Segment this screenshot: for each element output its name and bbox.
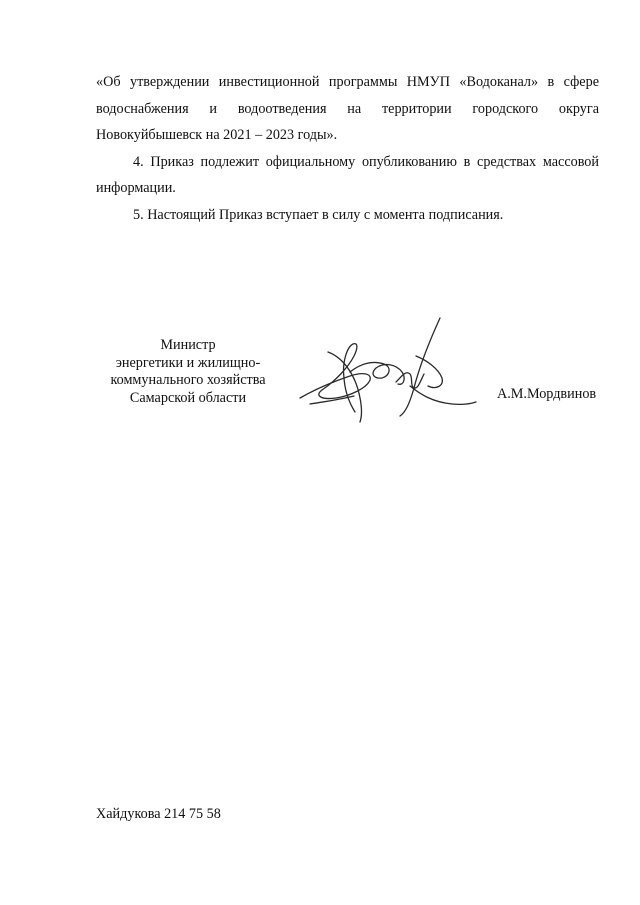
position-line-2: энергетики и жилищно- [115,354,261,371]
paragraph-program-title: «Об утверждении инвестиционной программы НМУП «Водоканал» в сфере водоснабжения и водоотведения на территории городского округа Новокуйбышевск на 2021 – 2023 годы». [96,74,599,143]
executor-contact: Хайдукова 214 75 58 [96,806,221,822]
signatory-position [88,337,288,407]
position-line-4: Самарской области [129,389,247,406]
handwritten-signature-icon [292,316,484,424]
signer-name: А.М.Мордвинов [497,386,597,402]
paragraph-publication: 4. Приказ подлежит официальному опубликованию в средствах массовой информации. [96,153,599,196]
position-line-3: коммунального хозяйства [110,372,266,388]
position-line-1: Министр [160,337,216,353]
document-body [96,69,599,228]
paragraph-effective-date: 5. Настоящий Приказ вступает в силу с момента подписания. [133,206,504,223]
